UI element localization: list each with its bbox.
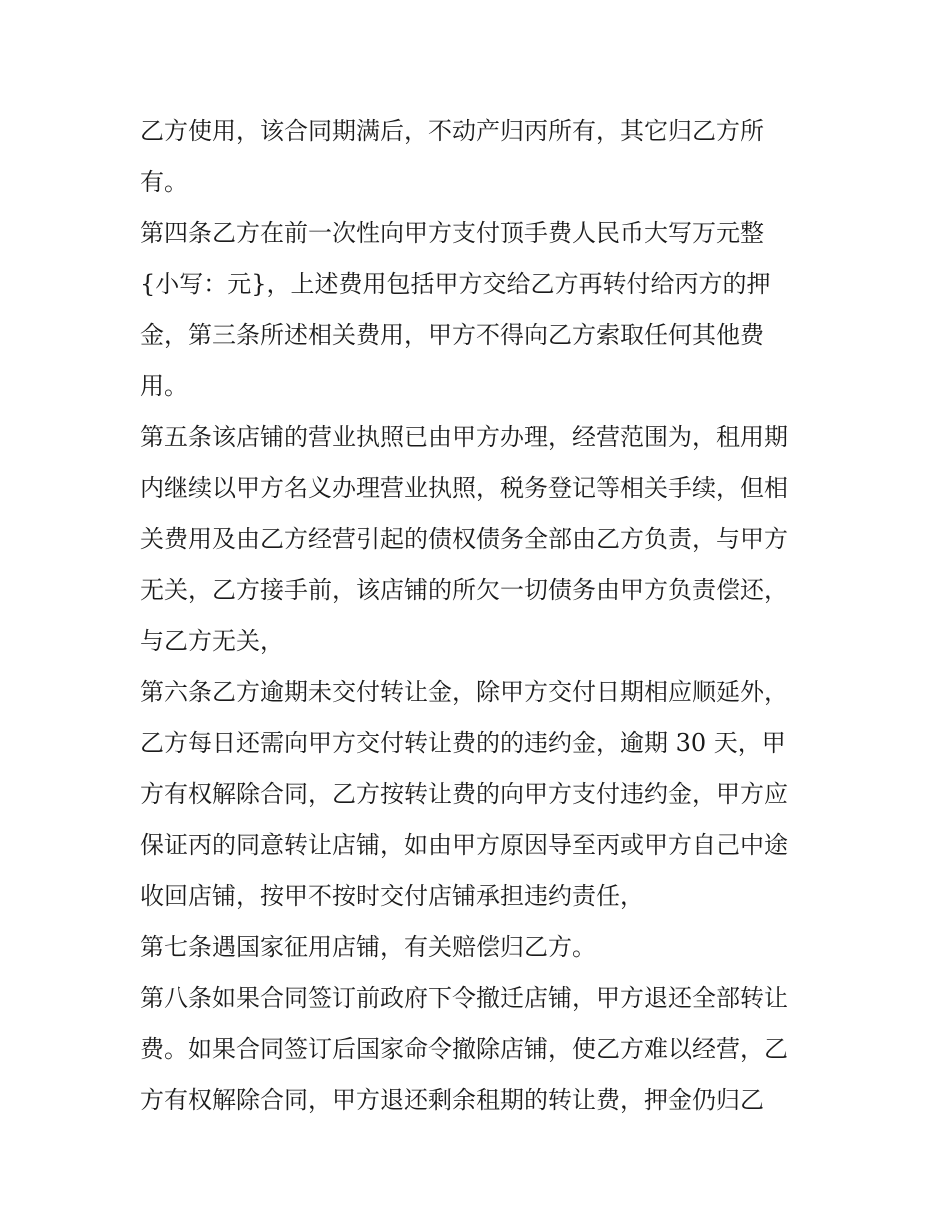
text-line: 第五条该店铺的营业执照已由甲方办理，经营范围为，租用期 xyxy=(140,423,788,451)
text-line: 保证丙的同意转让店铺，如由甲方原因导至丙或甲方自己中途 xyxy=(140,831,788,859)
text-line: 第七条遇国家征用店铺，有关赔偿归乙方。 xyxy=(140,933,596,961)
text-line: 与乙方无关， xyxy=(140,627,284,655)
text-line: 乙方每日还需向甲方交付转让费的的违约金，逾期 30 天，甲 xyxy=(140,729,786,757)
text-line: 内继续以甲方名义办理营业执照，税务登记等相关手续，但相 xyxy=(140,474,788,502)
text-line: 方有权解除合同，甲方退还剩余租期的转让费，押金仍归乙 xyxy=(140,1086,764,1114)
text-line: 乙方使用，该合同期满后，不动产归丙所有，其它归乙方所 xyxy=(140,117,764,145)
text-line: 方有权解除合同，乙方按转让费的向甲方支付违约金，甲方应 xyxy=(140,780,788,808)
text-line: 无关，乙方接手前，该店铺的所欠一切债务由甲方负责偿还， xyxy=(140,576,788,604)
text-line: 费。如果合同签订后国家命令撤除店铺，使乙方难以经营，乙 xyxy=(140,1035,788,1063)
text-line: 第六条乙方逾期未交付转让金，除甲方交付日期相应顺延外， xyxy=(140,678,788,706)
text-line: {小写：元}，上述费用包括甲方交给乙方再转付给丙方的押 xyxy=(140,270,771,298)
contract-text xyxy=(140,106,820,1126)
text-line: 第八条如果合同签订前政府下令撤迁店铺，甲方退还全部转让 xyxy=(140,984,788,1012)
text-line: 用。 xyxy=(140,372,188,400)
text-line: 金，第三条所述相关费用，甲方不得向乙方索取任何其他费 xyxy=(140,321,764,349)
text-line: 关费用及由乙方经营引起的债权债务全部由乙方负责，与甲方 xyxy=(140,525,788,553)
text-line: 第四条乙方在前一次性向甲方支付顶手费人民币大写万元整 xyxy=(140,219,764,247)
text-line: 有。 xyxy=(140,168,188,196)
text-line: 收回店铺，按甲不按时交付店铺承担违约责任， xyxy=(140,882,644,910)
